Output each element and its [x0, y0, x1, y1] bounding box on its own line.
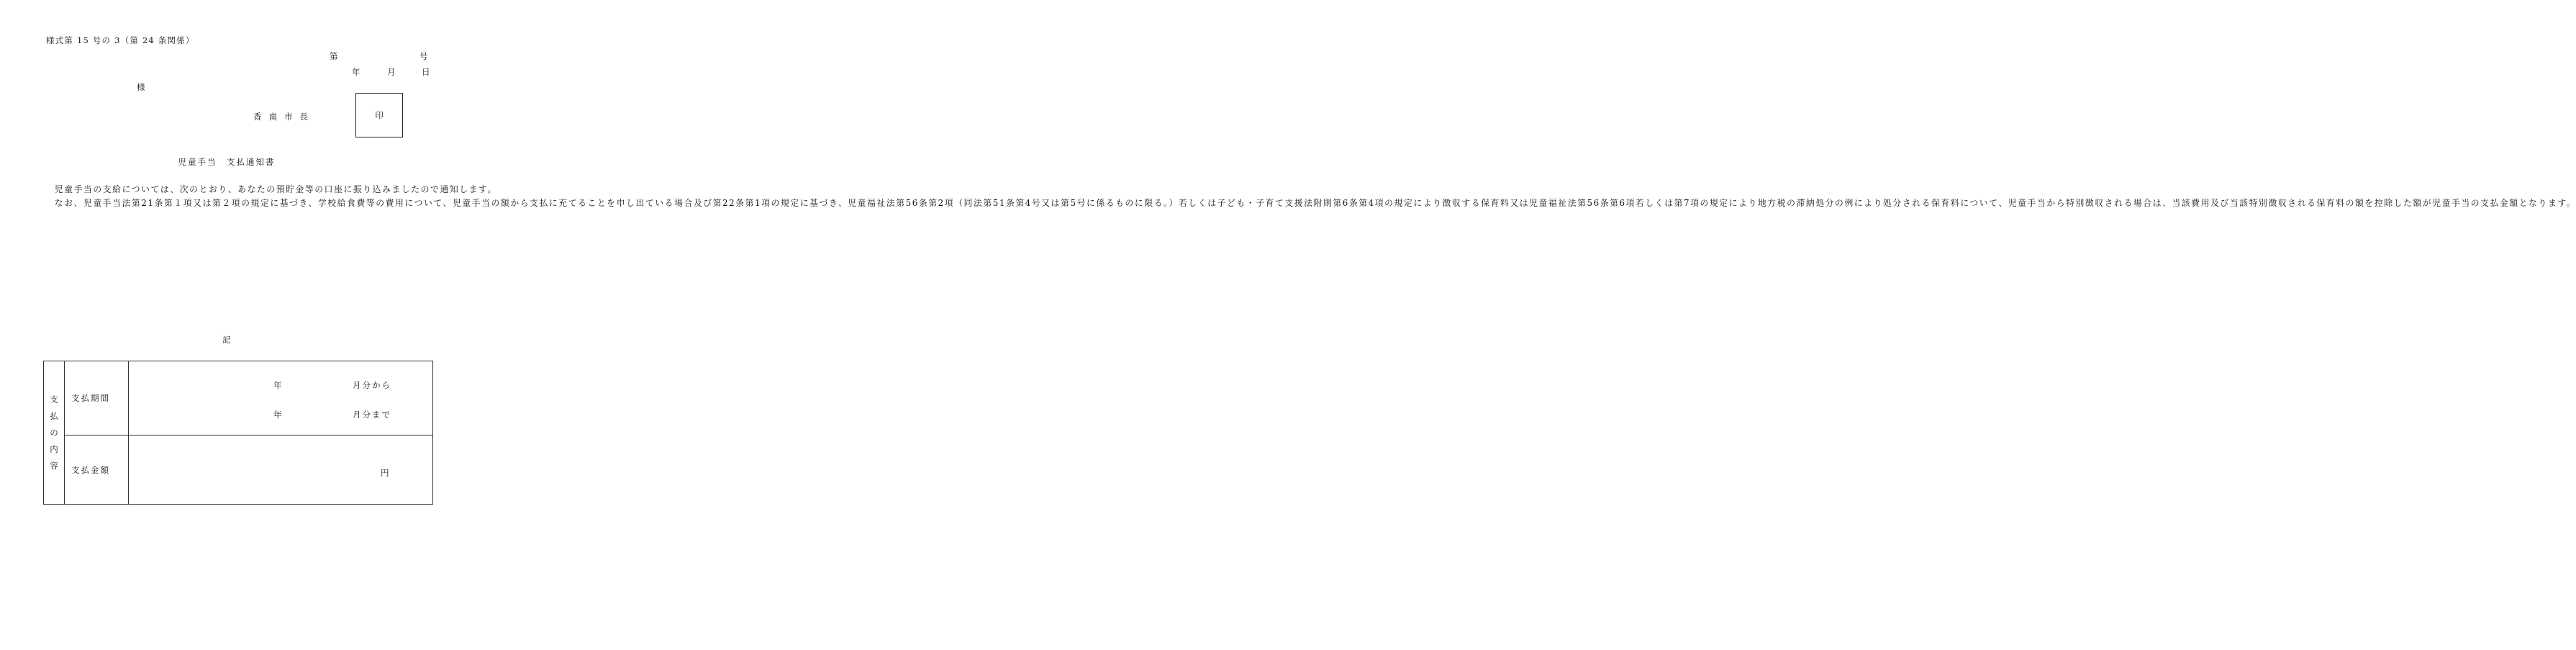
seal-box [355, 93, 403, 137]
payment-amount-label: 支払金額 [65, 435, 129, 505]
vertical-char: 支 [50, 394, 58, 405]
payment-amount-value [129, 435, 433, 505]
notice-paragraph-2: なお、児童手当法第21条第１項又は第２項の規定に基づき、学校給食費等の費用について、児童手当の額から支払に充てることを申し出ている場合及び第22条第1項の規定に基づき、児童福祉法第56条第2項（同法第51条第4号又は第5号に係るものに限る。）若しくは子ども・子育て支援法附則第6条第4項の規定により徴収する保育料又は児童福祉法第56条第6項若しくは第7項の規定により地方税の滞納処分の例により処分される保育料について、児童手当から特別徴収される場合は、当該費用及び当該特別徴収される保育料の額を控除した額が児童手当の支払金額となります。 [54, 198, 2576, 209]
document-title: 児童手当 支払通知書 [178, 157, 276, 167]
payment-period-label: 支払期間 [65, 361, 129, 435]
ki-marker: 記 [222, 335, 231, 345]
document-number-suffix: 号 [419, 51, 428, 61]
date-month-label: 月 [387, 67, 396, 77]
vertical-char: の [50, 427, 58, 438]
vertical-char: 内 [50, 443, 58, 454]
document-number-prefix: 第 [330, 51, 338, 61]
payment-content-header [44, 361, 65, 505]
addressee-honorific: 様 [137, 82, 145, 92]
form-number: 様式第 15 号の 3（第 24 条関係） [46, 35, 195, 45]
date-year-label: 年 [352, 67, 360, 77]
seal-label: 印 [375, 110, 384, 120]
vertical-char: 払 [50, 410, 58, 421]
period-from-year: 年 [273, 380, 282, 390]
notice-body [46, 183, 2576, 210]
notice-paragraph-1: 児童手当の支給については、次のとおり、あなたの預貯金等の口座に振り込みましたので通知します。 [54, 184, 497, 194]
period-from-month: 月分から [353, 380, 391, 390]
period-to-month: 月分まで [353, 410, 391, 420]
payment-details-table [43, 361, 433, 505]
amount-unit: 円 [381, 468, 389, 478]
period-to-year: 年 [273, 410, 282, 420]
issuer-name: 香南市長 [253, 112, 315, 122]
date-day-label: 日 [422, 67, 430, 77]
payment-period-value [129, 361, 433, 435]
vertical-char: 容 [50, 460, 58, 471]
